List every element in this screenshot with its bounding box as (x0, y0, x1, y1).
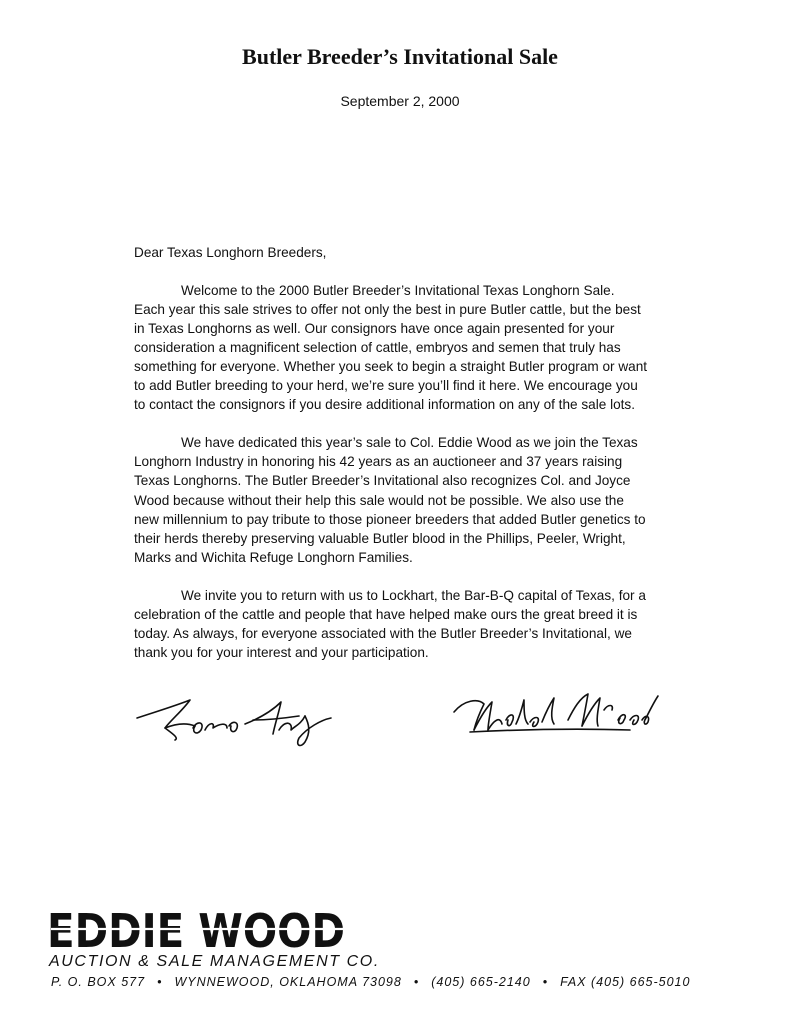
separator: • (542, 975, 549, 989)
paragraph-1: Welcome to the 2000 Butler Breeder’s Invitational Texas Longhorn Sale. Each year this sale strives to offer not only the best in pure Butler cattle, but the best in Texas Longhorns as well. Our consignors have once again presented for your consideration a magnificent selection of cattle, embryos and semen that truly has something for everyone. Whether you seek to begin a straight Butler program or want to add Butler breeding to your herd, we’re sure you’ll find it here. We encourage you to contact the consignors if you desire additional information on any of the sale lots. (134, 283, 648, 413)
separator: • (157, 975, 163, 989)
company-name: AUCTION & SALE MANAGEMENT CO. (49, 953, 380, 970)
phone-number: (405) 665-2140 (431, 975, 531, 989)
eddie-wood-logo (47, 904, 347, 958)
page-title: Butler Breeder’s Invitational Sale (242, 44, 558, 69)
separator: • (413, 975, 420, 989)
city-address: WYNNEWOOD, OKLAHOMA 73098 (174, 975, 402, 989)
signature-right (450, 690, 665, 740)
paragraph-2: We have dedicated this year’s sale to Col. Eddie Wood as we join the Texas Longhorn Industry in honoring his 42 years as an auctioneer and 37 years raising Texas Longhorns. The Butler Breeder’s Invitational also recognizes Col. and Joyce Wood because without their help this sale would not be possible. We also use the new millennium to pay tribute to those pioneer breeders that added Butler genetics to their herds thereby preserving valuable Butler blood in the Phillips, Peeler, Wright, Marks and Wichita Refuge Longhorn Families. (134, 435, 646, 565)
letter-date: September 2, 2000 (340, 93, 460, 109)
contact-line (51, 975, 690, 989)
letter-body (134, 243, 648, 681)
svg-text:EDDIE WOOD: EDDIE WOOD (47, 904, 345, 958)
salutation: Dear Texas Longhorn Breeders, (134, 245, 327, 260)
po-box: P. O. BOX 577 (51, 975, 146, 989)
paragraph-3: We invite you to return with us to Lockhart, the Bar-B-Q capital of Texas, for a celebration of the cattle and people that have helped make ours the great breed it is today. As always, for everyone associated with the Butler Breeder’s Invitational, we thank you for your interest and your participation. (134, 587, 646, 660)
signature-left (135, 690, 345, 750)
fax-number: FAX (405) 665-5010 (560, 975, 691, 989)
